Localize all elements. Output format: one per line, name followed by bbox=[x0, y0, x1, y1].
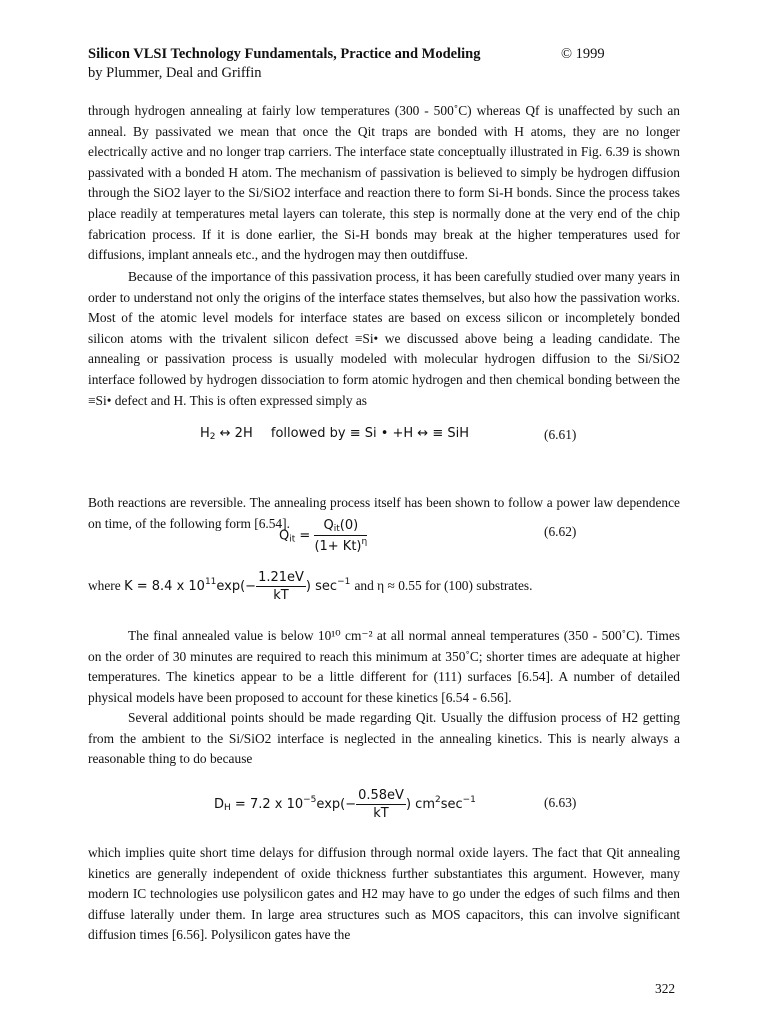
eq63-unit2: sec bbox=[440, 797, 463, 812]
book-title: Silicon VLSI Technology Fundamentals, Practice and Modeling bbox=[88, 46, 481, 62]
k-unit-sup: −1 bbox=[337, 577, 351, 587]
eq63-unit2-sup: −1 bbox=[462, 795, 476, 805]
eq61-mid: followed by bbox=[270, 426, 346, 441]
eq63-den: kT bbox=[373, 806, 389, 821]
k-expression: K = 8.4 x $10^{11}\exp(-$ $\frac{1.21eV}{kT}$ ) $\sec^{-1}$ bbox=[124, 570, 351, 603]
eq62-num: Q bbox=[323, 518, 334, 533]
k-fraction bbox=[256, 570, 306, 603]
eq62-equals: = bbox=[295, 528, 315, 544]
paragraph-2: Because of the importance of this passivation process, it has been carefully studied over many years in order to understand not only the origins of the interface states themselves, but also how the passivation works. Most of the atomic level models for interface states are based on excess silicon or incompletely bonded silicon atoms with the trivalent silicon defect ≡Si• we discussed above being a leading candidate. The annealing or passivation process is usually modeled with molecular hydrogen diffusion to the Si/SiO2 interface followed by hydrogen dissociation to form atomic hydrogen and then chemical bonding between the ≡Si• defect and H. This is often expressed simply as bbox=[88, 269, 680, 408]
eq62-lhs: Q bbox=[279, 528, 290, 544]
authors: by Plummer, Deal and Griffin bbox=[88, 65, 262, 81]
eq63-unit: cm bbox=[415, 797, 435, 812]
where-line bbox=[88, 570, 532, 603]
k-exp: exp bbox=[216, 579, 241, 594]
eq63-num: 0.58eV bbox=[358, 788, 404, 803]
eq61-sub: 2 bbox=[209, 432, 216, 442]
eq62-num-tail: (0) bbox=[339, 518, 359, 533]
paragraph-6: which implies quite short time delays for diffusion through normal oxide layers. The fact that Qit annealing kinetics are generally independent of oxide thickness further substantiates this argument. However, many modern IC technologies use polysilicon gates and H2 may have to go under the edges of such films and then diffuse laterally under them. In large area structures such as MOS capacitors, this can involve significant diffusion times [6.56]. Polysilicon gates have the bbox=[88, 845, 680, 943]
paragraph-3: Both reactions are reversible. The annealing process itself has been shown to follow a power law dependence on time, of the following form [6.54]. bbox=[88, 495, 680, 531]
eq62-num-sub: it bbox=[333, 524, 340, 534]
eq63-exp: exp bbox=[316, 797, 341, 812]
eq63-sup: −5 bbox=[303, 795, 317, 805]
copyright: © 1999 bbox=[561, 46, 605, 62]
paragraph-4: The final annealed value is below 10¹⁰ cm⁻² at all normal anneal temperatures (350 - 500˚C). Times on the order of 30 minutes are required to reach this minimum at 350˚C; shorter times are adequate at higher temperatures. The kinetics appear to be a little different for (111) surfaces [6.54]. A number of detailed physical models have been proposed to account for these kinetics [6.54 - 6.56]. bbox=[88, 628, 680, 705]
where-prefix: where bbox=[88, 578, 121, 593]
eq61-arrow: ↔ 2H bbox=[215, 426, 253, 441]
eq63-expr: = 7.2 x 10 bbox=[230, 797, 304, 812]
paragraph-5: Several additional points should be made regarding Qit. Usually the diffusion process of H2 getting from the ambient to the Si/SiO2 interface is neglected in the annealing kinetics. This is nearly always a reasonable thing to do because bbox=[88, 710, 680, 767]
equation-6-61 bbox=[200, 426, 469, 442]
eq62-lhs-sub: it bbox=[289, 534, 296, 545]
k-den: kT bbox=[273, 588, 289, 603]
k-expr: K = 8.4 x 10 bbox=[124, 579, 205, 594]
k-sup: 11 bbox=[204, 577, 217, 587]
k-unit: sec bbox=[315, 579, 338, 594]
eq63-unit-sup: 2 bbox=[434, 795, 441, 805]
equation-6-63: $D_H = 7.2$ x $10^{-5}\exp(-$ $\frac{0.58eV}{kT}$ ) $cm^2\sec^{-1}$ bbox=[214, 788, 476, 821]
eq61-right: ≡ Si • +H ↔ ≡ SiH bbox=[349, 426, 469, 441]
eq62-fraction bbox=[314, 518, 367, 554]
page-number: 322 bbox=[655, 981, 676, 996]
k-num: 1.21eV bbox=[258, 570, 304, 585]
eq63-number: (6.63) bbox=[544, 795, 577, 810]
eq62-den-sup: η bbox=[361, 537, 368, 547]
equation-6-62 bbox=[279, 518, 367, 554]
eq63-fraction bbox=[356, 788, 406, 821]
eq62-den: (1+ Kt) bbox=[314, 539, 362, 554]
eq63-lhs-sub: H bbox=[224, 803, 231, 813]
eq61-h: H bbox=[200, 426, 210, 441]
where-tail: and η ≈ 0.55 for (100) substrates. bbox=[354, 578, 533, 593]
paragraph-1: through hydrogen annealing at fairly low temperatures (300 - 500˚C) whereas Qf is unaffected by such an anneal. By passivated we mean that once the Qit traps are bonded with H atoms, they are no longer electrically active and no longer trap carriers. The interface state conceptually illustrated in Fig. 6.39 is shown passivated with a bonded H atom. The mechanism of passivation is believed to simply be hydrogen diffusion through the SiO2 layer to the Si/SiO2 interface and reaction there to form Si-H bonds. Since the process takes place readily at temperatures metal layers can tolerate, this step is normally done at the very end of the chip fabrication process. If it is done earlier, the Si-H bonds may break at the higher temperatures used for diffusions, implant anneals etc., and the hydrogen may then outdiffuse. bbox=[88, 103, 680, 263]
eq62-number: (6.62) bbox=[544, 524, 577, 539]
eq61-number: (6.61) bbox=[544, 427, 577, 442]
eq63-lhs: D bbox=[214, 797, 225, 812]
